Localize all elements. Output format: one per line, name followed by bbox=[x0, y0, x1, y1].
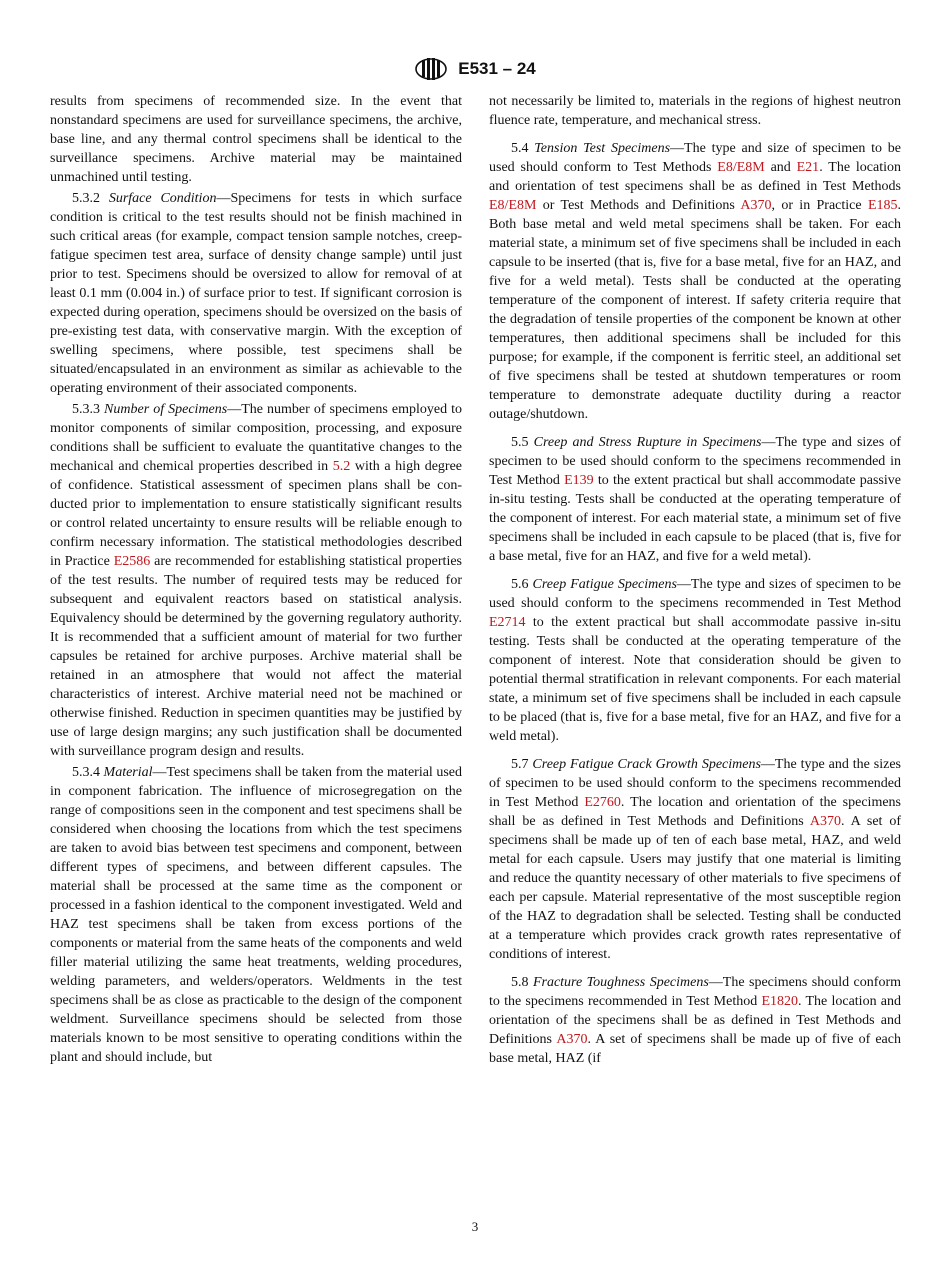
body-text: —The number of specimens employed to monitor components of similar composition, processing, and exposure conditions shall be sufficient to evaluate the quantitative changes to the mechanical and chemical properties described in bbox=[50, 402, 463, 474]
body-text: to the extent practical but shall accommodate passive in-situ testing. Tests shall be conducted at the operating temperature of the component of interest. Note that consideration should be given to potential thermal stratification in relevant components. For each material state, a minimum set of five specimens shall be included in each capsule to be placed (that is, five for a base metal, five for an HAZ, and five for a weld metal). bbox=[489, 615, 901, 744]
body-text: . The location and orientation of the specimens shall be as defined in Test Methods and Definitions bbox=[489, 994, 901, 1047]
reference-link[interactable]: E139 bbox=[564, 473, 594, 488]
reference-link[interactable]: A370 bbox=[556, 1032, 588, 1047]
document-designation: E531 – 24 bbox=[458, 59, 536, 78]
reference-link[interactable]: E8/E8M bbox=[717, 160, 765, 175]
right-column bbox=[489, 92, 901, 1077]
reference-link[interactable]: E2714 bbox=[489, 615, 526, 630]
section-heading: Creep and Stress Rupture in Specimens bbox=[533, 435, 762, 450]
paragraph bbox=[489, 92, 901, 130]
body-text: , or in Practice bbox=[771, 198, 868, 213]
reference-link[interactable]: E185 bbox=[867, 198, 898, 213]
body-text: —The type and size of specimen to be used should conform to Test Methods bbox=[489, 141, 901, 175]
body-text: to the extent practical but shall accommodate passive in-situ testing. Tests shall be conducted at the operating temperature of the component of interest. For each material state, a minimum set of five specimens shall be included in each capsule to be placed (that is, five for a base metal, five for an HAZ, and five for a weld metal). bbox=[489, 473, 901, 564]
section-heading: Fracture Toughness Specimens bbox=[532, 975, 709, 990]
paragraph bbox=[50, 400, 462, 761]
body-text: 5.6 bbox=[511, 577, 533, 592]
paragraph bbox=[489, 575, 901, 746]
reference-link[interactable]: E21 bbox=[796, 160, 820, 175]
paragraph bbox=[50, 92, 462, 187]
section-heading: Creep Fatigue Crack Growth Specimens bbox=[532, 757, 761, 772]
paragraph bbox=[489, 139, 901, 424]
body-text: 5.5 bbox=[511, 435, 534, 450]
reference-link[interactable]: 5.2 bbox=[332, 459, 351, 474]
astm-logo-icon bbox=[414, 56, 448, 82]
page-number: 3 bbox=[471, 1219, 479, 1234]
body-text: or Test Methods and Definitions bbox=[536, 198, 741, 213]
body-text: . Both base metal and weld metal specimens shall be taken. For each material state, a minimum set of five specimens shall be included in each capsule to be inserted (that is, five for a base metal, five for an HAZ, and five for a weld metal). Tests shall be conducted at the operating temperature of the component of interest. If safety criteria require that the degradation of tensile properties of the component be known at other temperatures, then additional specimens shall be included for this purpose; for example, if the component is ferritic steel, an additional set of five specimens shall be tested at shutdown temperatures or room temperature to demonstrate adequate ductility during a reactor outage/shutdown. bbox=[489, 198, 901, 422]
reference-link[interactable]: A370 bbox=[740, 198, 772, 213]
body-text: 5.3.3 bbox=[72, 402, 105, 417]
section-heading: Number of Specimens bbox=[104, 402, 228, 417]
body-text: 5.3.4 bbox=[72, 765, 104, 780]
body-text: with a high degree of confidence. Statistical assessment of specimen plans shall be conducted prior to implementation to ensure statistically significant results or control related uncertainty to ensure results will be reliable enough to confirm necessary information. The statistical methodologies described in Practice bbox=[50, 459, 462, 569]
body-text: —Test specimens shall be taken from the material used in component fabrication. The influence of microsegregation on the range of compositions seen in the component and test specimens shall be considered when choosing the locations from which the test specimens are taken to avoid bias between test specimens and component, between different types of specimens, and between different capsules. The material shall be processed at the same time as the component or processed in a fashion identical to the component investigated. Weld and HAZ test specimens shall be taken from excess portions of the components or material from the same heats of the components and weld filler material utilizing the same heat treatments, welding procedures, welding parameters, and welders/operators. Weldments in the test specimens shall be as close as practicable to the design of the component weldment. Surveillance specimens should be selected from those materials known to be most sensitive to operating conditions within the plant and should include, but bbox=[50, 765, 462, 1065]
paragraph bbox=[50, 763, 462, 1067]
body-text: —Specimens for tests in which surface condition is critical to the test results should not be finish machined in such critical areas (for example, compact tension sample notches, creep-fatigue specimen test area, surface of density change sample) until just prior to test. Specimens should be oversized to allow for removal of at least 0.1 mm (0.004 in.) of surface prior to test. If significant corrosion is expected during operation, specimens should be oversized on the basis of pre-existing test data, with conservative margin. With the exception of swelling specimens, where possible, test specimens shall be situated/encapsulated in an environment as similar as achievable to the operating environment of their associated components. bbox=[50, 191, 463, 396]
section-heading: Material bbox=[103, 765, 153, 780]
body-text: —The type and sizes of specimen to be used should conform to the specimens recommended in Test Method bbox=[489, 435, 901, 488]
paragraph bbox=[489, 973, 901, 1068]
page-header bbox=[0, 56, 950, 82]
body-text: . A set of specimens shall be made up of five of each base metal, HAZ (if bbox=[489, 1032, 901, 1066]
section-heading: Tension Test Specimens bbox=[534, 141, 671, 156]
body-text: . The location and orientation of the specimens shall be as defined in Test Methods and Definitions bbox=[489, 795, 901, 829]
paragraph bbox=[489, 755, 901, 964]
body-text: are recommended for establishing statistical properties of the test results. The number of required tests may be reduced for subsequent and equivalent reactors based on statistical analysis. Equivalency should be determined by the governing regulatory authority. It is recommended that a sufficient amount of material for two further capsules be retained for archive purposes. Archive material shall be retained in an atmosphere that would not affect the material characteristics of interest. Archive material need not be machined or otherwise finished. Reduction in specimen quantities may be justified by use of large design margins; any such justification shall be documented with surveillance program design and results. bbox=[50, 554, 462, 759]
body-text: not necessarily be limited to, materials in the regions of highest neutron fluence rate, temperature, and mechanical stress. bbox=[489, 94, 901, 128]
reference-link[interactable]: A370 bbox=[809, 814, 841, 829]
body-text: 5.4 bbox=[511, 141, 535, 156]
body-text: 5.7 bbox=[511, 757, 533, 772]
body-text: 5.3.2 bbox=[72, 191, 109, 206]
reference-link[interactable]: E2586 bbox=[113, 554, 151, 569]
body-text: and bbox=[764, 160, 797, 175]
paragraph bbox=[489, 433, 901, 566]
body-text: . The location and orientation of test specimens shall be as defined in Test Methods bbox=[489, 160, 901, 194]
left-column bbox=[50, 92, 462, 1069]
body-text: —The specimens should conform to the specimens recommended in Test Method bbox=[489, 975, 901, 1009]
section-heading: Surface Condition bbox=[108, 191, 217, 206]
body-text: . A set of specimens shall be made up of ten of each base metal, HAZ, and weld metal for each capsule. Users may justify that one material is limiting and reduce the quantity necessary of other materials to five specimens of each per capsule. Material representative of the most susceptible region of the HAZ to degradation shall be selected. Testing shall be conducted at a temperature which provides crack growth rates representative of conditions of interest. bbox=[489, 814, 902, 962]
body-text: 5.8 bbox=[511, 975, 533, 990]
reference-link[interactable]: E2760 bbox=[584, 795, 621, 810]
paragraph bbox=[50, 189, 462, 398]
reference-link[interactable]: E8/E8M bbox=[489, 198, 537, 213]
reference-link[interactable]: E1820 bbox=[761, 994, 799, 1009]
body-text: —The type and the sizes of specimen to be used should conform to the specimens recommended in Test Method bbox=[489, 757, 902, 810]
body-text: results from specimens of recommended size. In the event that nonstandard specimens are used for surveillance specimens, the archive, base line, and any thermal control specimens shall be identical to the surveillance specimens. Archive material may be maintained unmachined until testing. bbox=[50, 94, 462, 185]
body-text: —The type and sizes of specimen to be used should conform to the specimens recommended in Test Method bbox=[489, 577, 901, 611]
section-heading: Creep Fatigue Specimens bbox=[532, 577, 677, 592]
